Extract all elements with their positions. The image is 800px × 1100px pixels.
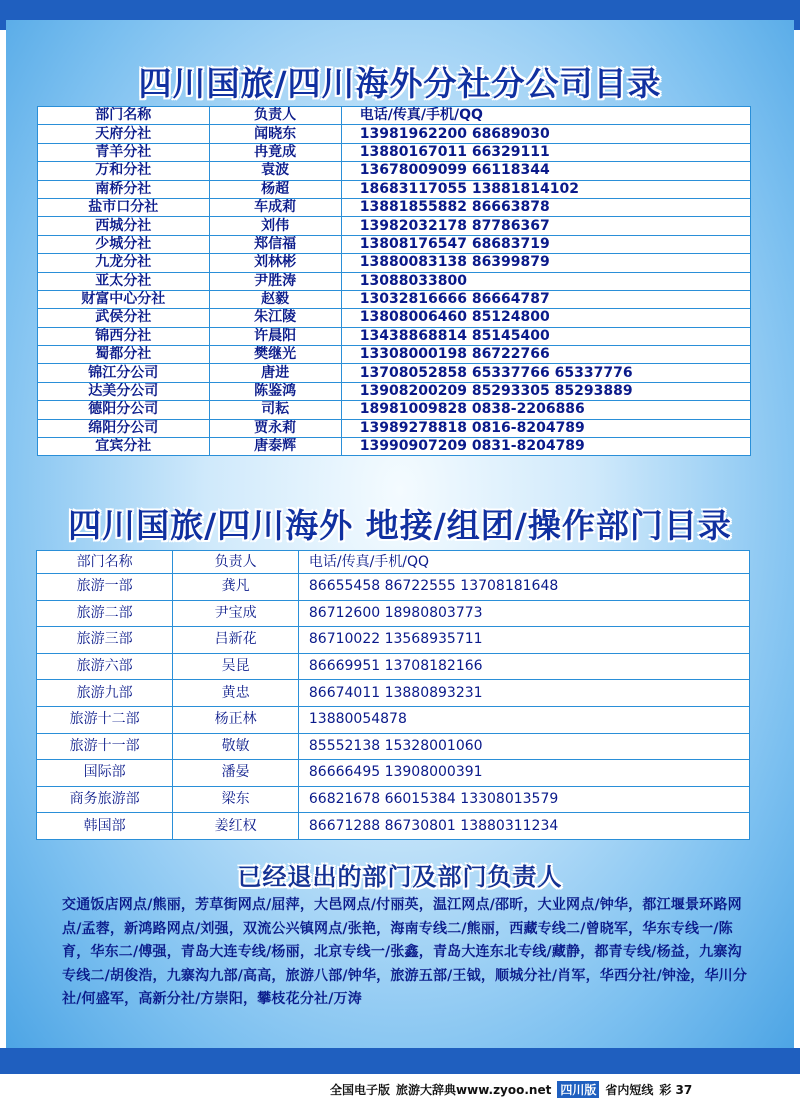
- branch-directory-table: [37, 106, 751, 456]
- table-row: [38, 254, 751, 272]
- department-name-cell: 宜宾分社: [38, 438, 210, 456]
- contact-cell: 86655458 86722555 13708181648: [298, 574, 749, 601]
- department-name-cell: 盐市口分社: [38, 198, 210, 216]
- table-row: [37, 706, 750, 733]
- contact-cell: 13880167011 66329111: [341, 143, 750, 161]
- manager-cell: 贾永莉: [209, 419, 341, 437]
- department-name-cell: 财富中心分社: [38, 290, 210, 308]
- manager-cell: 唐进: [209, 364, 341, 382]
- department-name-cell: 天府分社: [38, 125, 210, 143]
- manager-cell: 许晨阳: [209, 327, 341, 345]
- contact-cell: 85552138 15328001060: [298, 733, 749, 760]
- column-header: 负责人: [209, 107, 341, 125]
- department-name-cell: 九龙分社: [38, 254, 210, 272]
- manager-cell: 吴昆: [173, 653, 299, 680]
- contact-cell: 13880083138 86399879: [341, 254, 750, 272]
- column-header: 电话/传真/手机/QQ: [341, 107, 750, 125]
- contact-cell: 13881855882 86663878: [341, 198, 750, 216]
- manager-cell: 郑信福: [209, 235, 341, 253]
- department-name-cell: 锦江分公司: [38, 364, 210, 382]
- department-name-cell: 南桥分社: [38, 180, 210, 198]
- department-name-cell: 旅游三部: [37, 627, 173, 654]
- manager-cell: 杨超: [209, 180, 341, 198]
- department-name-cell: 旅游九部: [37, 680, 173, 707]
- department-name-cell: 国际部: [37, 760, 173, 787]
- contact-cell: 86666495 13908000391: [298, 760, 749, 787]
- department-name-cell: 少城分社: [38, 235, 210, 253]
- manager-cell: 吕新花: [173, 627, 299, 654]
- table-row: [38, 382, 751, 400]
- department-name-cell: 旅游十一部: [37, 733, 173, 760]
- department-name-cell: 青羊分社: [38, 143, 210, 161]
- footer-site: 旅游大辞典www.zyoo.net: [396, 1082, 552, 1097]
- table-row: [38, 419, 751, 437]
- manager-cell: 龚凡: [173, 574, 299, 601]
- department-name-cell: 旅游十二部: [37, 706, 173, 733]
- column-header: 电话/传真/手机/QQ: [298, 551, 749, 574]
- table-row: [38, 235, 751, 253]
- department-name-cell: 亚太分社: [38, 272, 210, 290]
- manager-cell: 司耘: [209, 401, 341, 419]
- contact-cell: 13808176547 68683719: [341, 235, 750, 253]
- contact-cell: 18683117055 13881814102: [341, 180, 750, 198]
- table-row: [38, 309, 751, 327]
- footer-badge: 四川版: [557, 1081, 599, 1098]
- column-header: 部门名称: [38, 107, 210, 125]
- contact-cell: 13308000198 86722766: [341, 346, 750, 364]
- contact-cell: 86674011 13880893231: [298, 680, 749, 707]
- table-row: [37, 653, 750, 680]
- table-row: [37, 574, 750, 601]
- contact-cell: 13032816666 86664787: [341, 290, 750, 308]
- table-row: [38, 180, 751, 198]
- contact-cell: 86710022 13568935711: [298, 627, 749, 654]
- manager-cell: 黄忠: [173, 680, 299, 707]
- table-row: [38, 198, 751, 216]
- manager-cell: 梁东: [173, 786, 299, 813]
- contact-cell: 13808006460 85124800: [341, 309, 750, 327]
- footer-page: 彩 37: [659, 1082, 693, 1097]
- table-row: [38, 401, 751, 419]
- contact-cell: 13990907209 0831-8204789: [341, 438, 750, 456]
- manager-cell: 刘伟: [209, 217, 341, 235]
- footer-section: 省内短线: [605, 1082, 654, 1097]
- table-row: [37, 627, 750, 654]
- manager-cell: 唐泰辉: [209, 438, 341, 456]
- table-row: [38, 290, 751, 308]
- manager-cell: 尹胜涛: [209, 272, 341, 290]
- contact-cell: 13989278818 0816-8204789: [341, 419, 750, 437]
- table-row: [38, 125, 751, 143]
- contact-cell: 13678009099 66118344: [341, 162, 750, 180]
- table-row: [38, 143, 751, 161]
- department-directory-title: 四川国旅/四川海外 地接/组团/操作部门目录: [68, 506, 732, 545]
- retired-section-title: 已经退出的部门及部门负责人: [237, 863, 563, 891]
- branch-directory-title: 四川国旅/四川海外分社分公司目录: [138, 64, 662, 103]
- contact-cell: 13981962200 68689030: [341, 125, 750, 143]
- department-name-cell: 达美分公司: [38, 382, 210, 400]
- footer: [330, 1080, 692, 1098]
- department-directory-table: [36, 550, 750, 840]
- contact-cell: 86671288 86730801 13880311234: [298, 813, 749, 840]
- manager-cell: 车成莉: [209, 198, 341, 216]
- contact-cell: 13908200209 85293305 85293889: [341, 382, 750, 400]
- department-name-cell: 锦西分社: [38, 327, 210, 345]
- contact-cell: 86712600 18980803773: [298, 600, 749, 627]
- manager-cell: 樊继光: [209, 346, 341, 364]
- contact-cell: 18981009828 0838-2206886: [341, 401, 750, 419]
- department-name-cell: 武侯分社: [38, 309, 210, 327]
- table-header-row: [38, 107, 751, 125]
- contact-cell: 13438868814 85145400: [341, 327, 750, 345]
- department-name-cell: 旅游六部: [37, 653, 173, 680]
- manager-cell: 尹宝成: [173, 600, 299, 627]
- table-row: [38, 162, 751, 180]
- department-name-cell: 万和分社: [38, 162, 210, 180]
- manager-cell: 杨正林: [173, 706, 299, 733]
- manager-cell: 闻晓东: [209, 125, 341, 143]
- manager-cell: 赵毅: [209, 290, 341, 308]
- table-row: [38, 327, 751, 345]
- contact-cell: 13982032178 87786367: [341, 217, 750, 235]
- department-name-cell: 西城分社: [38, 217, 210, 235]
- column-header: 部门名称: [37, 551, 173, 574]
- table-header-row: [37, 551, 750, 574]
- table-row: [37, 680, 750, 707]
- bottom-band: [0, 1048, 800, 1074]
- footer-edition: 全国电子版: [330, 1082, 391, 1097]
- department-name-cell: 旅游一部: [37, 574, 173, 601]
- manager-cell: 潘晏: [173, 760, 299, 787]
- table-row: [38, 438, 751, 456]
- contact-cell: 13708052858 65337766 65337776: [341, 364, 750, 382]
- manager-cell: 陈鉴鸿: [209, 382, 341, 400]
- department-name-cell: 蜀都分社: [38, 346, 210, 364]
- table-row: [38, 346, 751, 364]
- department-name-cell: 绵阳分公司: [38, 419, 210, 437]
- table-row: [37, 760, 750, 787]
- manager-cell: 朱江陵: [209, 309, 341, 327]
- table-row: [37, 600, 750, 627]
- manager-cell: 敬敏: [173, 733, 299, 760]
- column-header: 负责人: [173, 551, 299, 574]
- manager-cell: 冉竟成: [209, 143, 341, 161]
- department-name-cell: 商务旅游部: [37, 786, 173, 813]
- table-row: [38, 217, 751, 235]
- table-row: [37, 813, 750, 840]
- department-name-cell: 旅游二部: [37, 600, 173, 627]
- manager-cell: 姜红权: [173, 813, 299, 840]
- table-row: [37, 786, 750, 813]
- table-row: [38, 272, 751, 290]
- table-row: [38, 364, 751, 382]
- retired-list: 交通饭店网点/熊丽，芳草街网点/屈萍，大邑网点/付丽英，温江网点/邵昕，大业网点/钟华，都江堰景环路网点/孟蓉，新鸿路网点/刘强，双流公兴镇网点/张艳，海南专线二/熊丽，西藏专线二/曾晓军，华东专线一/陈育，华东二/傅强，青岛大连专线/杨丽，北京专线一/张鑫，青岛大连东北专线/藏静，都青专线/杨益，九寨沟专线二/胡俊浩，九寨沟九部/高高，旅游八部/钟华，旅游五部/王钺，顺城分社/肖军，华西分社/钟淦，华川分社/何盛军，高新分社/方崇阳，攀枝花分社/万涛: [62, 897, 748, 1008]
- contact-cell: 13880054878: [298, 706, 749, 733]
- manager-cell: 刘林彬: [209, 254, 341, 272]
- table-row: [37, 733, 750, 760]
- department-name-cell: 韩国部: [37, 813, 173, 840]
- contact-cell: 13088033800: [341, 272, 750, 290]
- contact-cell: 86669951 13708182166: [298, 653, 749, 680]
- contact-cell: 66821678 66015384 13308013579: [298, 786, 749, 813]
- department-name-cell: 德阳分公司: [38, 401, 210, 419]
- manager-cell: 袁波: [209, 162, 341, 180]
